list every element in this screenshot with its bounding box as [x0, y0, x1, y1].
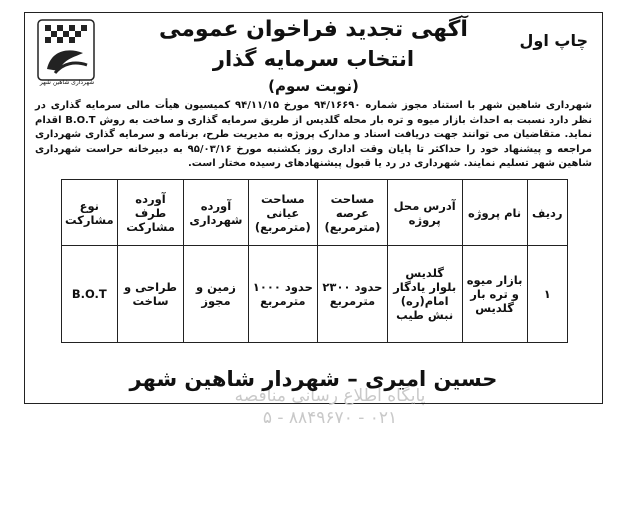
header-partnership-type: نوع مشارکت	[62, 180, 118, 246]
watermark-line1: پایگاه اطلاع رسانی مناقصه	[234, 386, 426, 406]
header-partner-contribution: آورده طرف مشارکت	[117, 180, 184, 246]
cell-building-area: حدود ۱۰۰۰ مترمربع	[248, 246, 318, 343]
header-building-area: مساحت عیانی (مترمربع)	[248, 180, 318, 246]
cell-partner-contribution: طراحی و ساخت	[117, 246, 184, 343]
municipality-logo	[37, 19, 95, 81]
table-row	[62, 246, 568, 343]
header-address: آدرس محل پروژه	[387, 180, 462, 246]
table-header-row	[62, 180, 568, 246]
header-land-area: مساحت عرصه (مترمربع)	[318, 180, 388, 246]
header-row-number: ردیف	[527, 180, 567, 246]
cell-row-number: ۱	[527, 246, 567, 343]
cell-project-name: بازار میوه و تره بار گلدیس	[462, 246, 527, 343]
advertisement-box	[24, 12, 603, 428]
watermark	[165, 385, 495, 429]
ad-title-line1: آگهی تجدید فراخوان عمومی	[159, 17, 468, 42]
municipality-logo-icon	[37, 19, 95, 81]
ad-body-text: شهرداری شاهین شهر با استناد مجوز شماره ۹۴/۱۶۶۹۰ مورخ ۹۴/۱۱/۱۵ کمیسیون هیأت مالی سرمایه گذاری در نظر دارد نسبت به احداث بازار میوه و تره بار محله گلدیس از طریق سرمایه گذاری و ساخت به روش B.O.T اقدام نماید. متقاضیان می توانند جهت دریافت اسناد و مدارک پروژه به مدیریت طرح، برنامه و سرمایه گذاری شهرداری مراجعه و پیشنهاد خود را حداکثر تا پایان وقت اداری روز یکشنبه مورخ ۹۵/۰۳/۱۶ به دبیرخانه حراست شهرداری شاهین شهر تسلیم نمایند. شهرداری در رد یا قبول پیشنهادهای رسیده مختار است.	[35, 100, 593, 170]
edition-label: چاپ اول	[519, 31, 588, 50]
logo-caption: شهرداری شاهین شهر	[39, 79, 95, 86]
header-municipality-contribution: آورده شهرداری	[184, 180, 248, 246]
round-label: (نوبت سوم)	[268, 77, 359, 95]
cell-partnership-type: B.O.T	[62, 246, 118, 343]
mayor-signature-line: حسین امیری – شهردار شاهین شهر	[129, 367, 498, 391]
projects-table	[61, 179, 568, 343]
ad-title-line2: انتخاب سرمایه گذار	[212, 47, 415, 71]
cell-address: گلدیس بلوار یادگار امام(ره) نبش طیب	[387, 246, 462, 343]
watermark-line2: ۰۲۱ - ۸۸۴۹۶۷۰ - ۵	[262, 408, 398, 428]
cell-land-area: حدود ۲۳۰۰ مترمربع	[318, 246, 388, 343]
cell-municipality-contribution: زمین و مجوز	[184, 246, 248, 343]
header-project-name: نام پروژه	[462, 180, 527, 246]
